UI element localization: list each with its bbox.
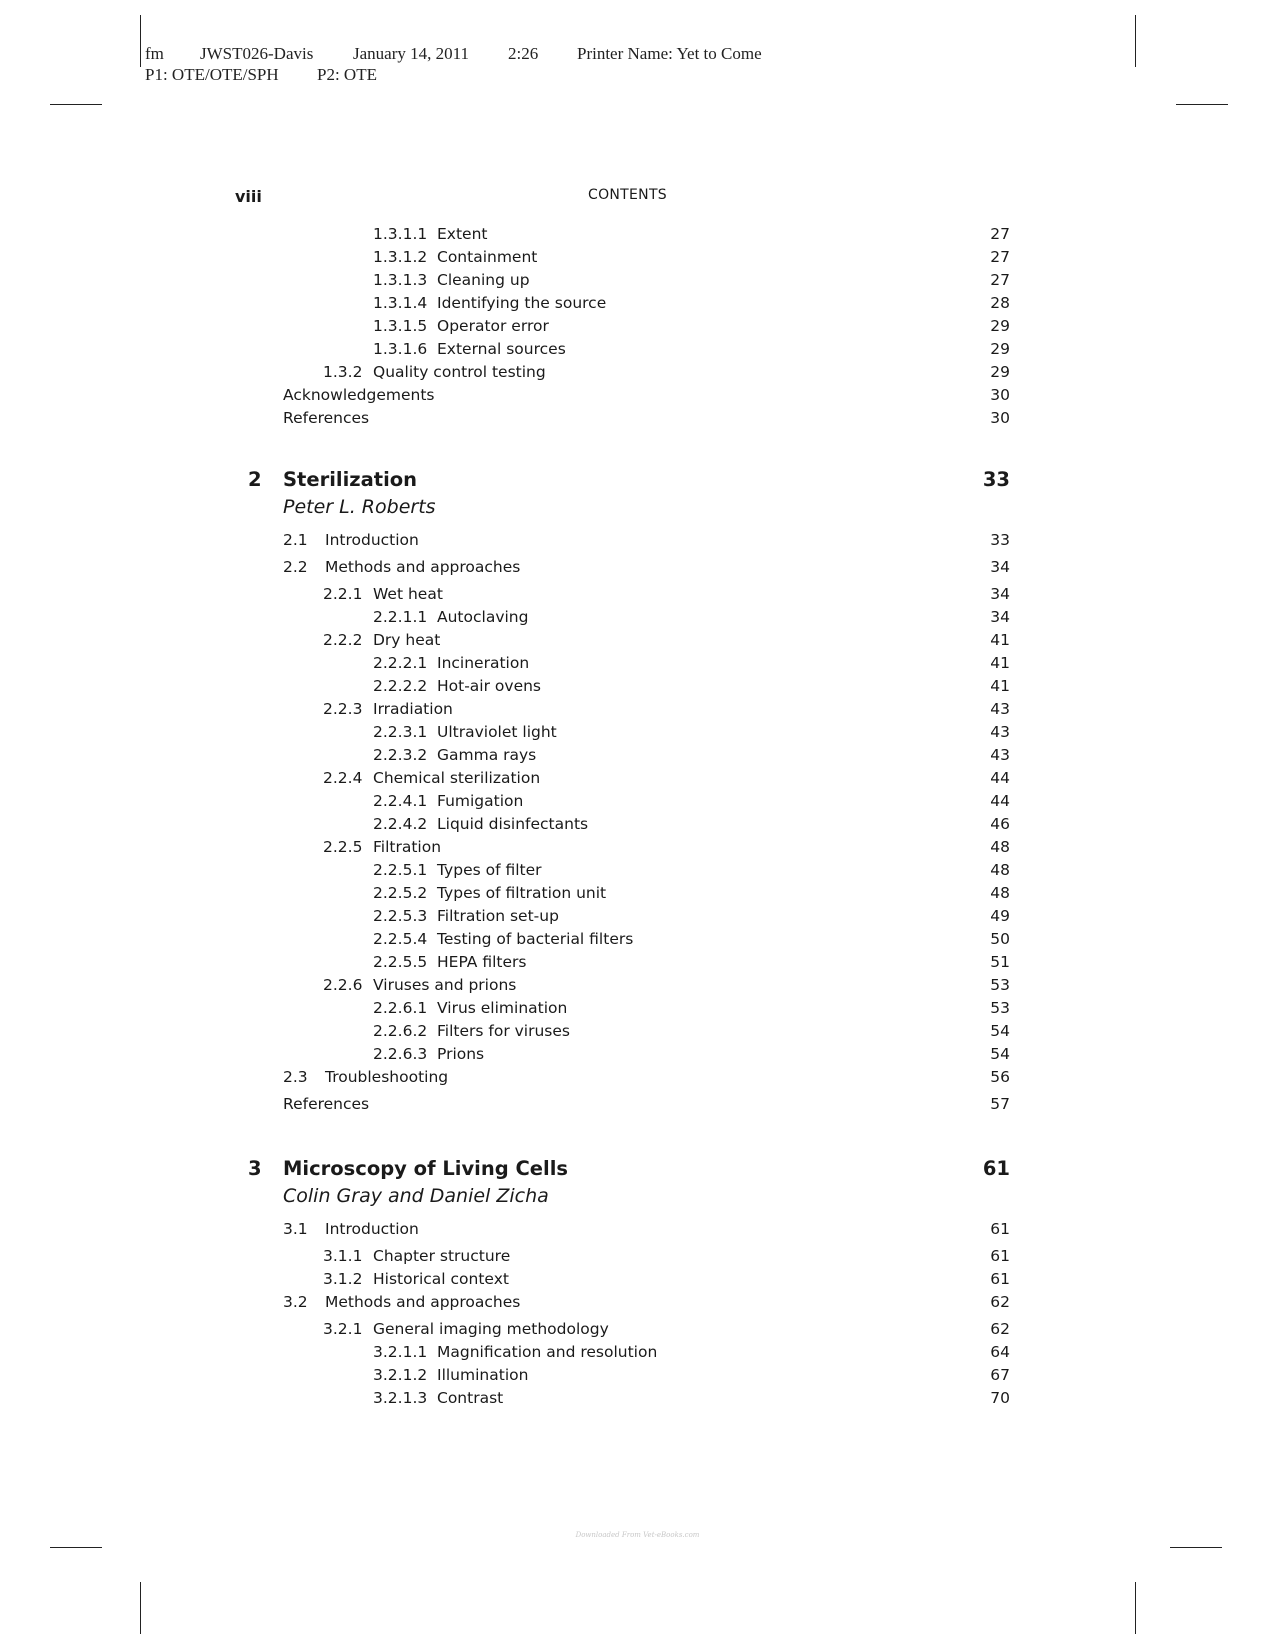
toc-entry-number: 3.2	[283, 1293, 308, 1311]
toc-page-number: 34	[990, 585, 1010, 603]
toc-entry[interactable]	[0, 1218, 1275, 1240]
toc-entry-title: References	[283, 409, 370, 427]
toc-entry[interactable]	[0, 292, 1275, 314]
slug-p1: P1: OTE/OTE/SPH	[145, 65, 279, 84]
toc-page-number: 54	[990, 1045, 1010, 1063]
toc-entry-title: Historical context	[373, 1270, 509, 1288]
toc-entry-title: Incineration	[437, 654, 530, 672]
crop-mark-bottom-left-horizontal	[50, 1547, 102, 1548]
toc-entry-number: 2.2.5.4	[373, 930, 428, 948]
toc-entry-number: 2.2.2	[323, 631, 363, 649]
crop-mark-bottom-right-horizontal	[1170, 1547, 1222, 1548]
toc-page-number: 33	[990, 531, 1010, 549]
toc-entry[interactable]	[0, 836, 1275, 858]
toc-page-number: 61	[990, 1270, 1010, 1288]
toc-entry-title: Testing of bacterial filters	[437, 930, 634, 948]
toc-entry[interactable]	[0, 744, 1275, 766]
toc-page-number: 28	[990, 294, 1010, 312]
toc-entry-number: 2.2.6.2	[373, 1022, 428, 1040]
toc-entry-title: Types of filter	[437, 861, 542, 879]
toc-entry-number: 2.3	[283, 1068, 308, 1086]
toc-page-number: 61	[990, 1247, 1010, 1265]
toc-entry-title: Prions	[437, 1045, 485, 1063]
toc-page-number: 61	[982, 1157, 1010, 1180]
chapter-author: Peter L. Roberts	[283, 496, 436, 518]
running-head-title: CONTENTS	[588, 187, 667, 203]
toc-entry-title: Operator error	[437, 317, 549, 335]
slug-time: 2:26	[508, 44, 539, 63]
toc-entry-title: Methods and approaches	[325, 558, 521, 576]
toc-entry[interactable]	[0, 1043, 1275, 1065]
toc-page-number: 43	[990, 746, 1010, 764]
toc-page-number: 30	[990, 386, 1010, 404]
toc-entry[interactable]	[0, 974, 1275, 996]
toc-page-number: 29	[990, 317, 1010, 335]
toc-page-number: 41	[990, 631, 1010, 649]
toc-entry-title: Chapter structure	[373, 1247, 511, 1265]
toc-page-number: 34	[990, 558, 1010, 576]
toc-entry-title: Magnification and resolution	[437, 1343, 658, 1361]
toc-entry-number: 2.2.1.1	[373, 608, 428, 626]
toc-entry-number: 2.2.6	[323, 976, 363, 994]
toc-entry-number: 1.3.2	[323, 363, 363, 381]
toc-page-number: 51	[990, 953, 1010, 971]
toc-page-number: 44	[990, 792, 1010, 810]
toc-entry-number: 2.1	[283, 531, 308, 549]
toc-entry-title: Autoclaving	[437, 608, 529, 626]
crop-mark-top-right-horizontal	[1176, 104, 1228, 105]
toc-entry[interactable]	[0, 1387, 1275, 1409]
toc-entry-number: 2.2.5.2	[373, 884, 428, 902]
toc-entry-title: Acknowledgements	[283, 386, 435, 404]
toc-entry[interactable]	[0, 721, 1275, 743]
toc-page-number: 27	[990, 248, 1010, 266]
toc-entry[interactable]	[0, 407, 1275, 429]
toc-entry[interactable]	[0, 1093, 1275, 1115]
toc-entry-number: 2.2.5.1	[373, 861, 428, 879]
toc-page-number: 67	[990, 1366, 1010, 1384]
toc-entry-number: 3.2.1.1	[373, 1343, 428, 1361]
toc-page-number: 29	[990, 363, 1010, 381]
toc-entry[interactable]	[0, 859, 1275, 881]
toc-entry-number: 2.2.2.1	[373, 654, 428, 672]
toc-entry-title: Liquid disinfectants	[437, 815, 589, 833]
toc-entry[interactable]	[0, 997, 1275, 1019]
toc-entry-title: Hot-air ovens	[437, 677, 542, 695]
slug-printer-name: Printer Name: Yet to Come	[577, 44, 762, 63]
toc-page-number: 48	[990, 838, 1010, 856]
toc-entry[interactable]	[0, 338, 1275, 360]
toc-chapter-heading[interactable]	[0, 1158, 1275, 1180]
toc-entry-number: 3	[248, 1157, 262, 1180]
toc-page-number: 49	[990, 907, 1010, 925]
toc-page-number: 27	[990, 225, 1010, 243]
watermark: Downloaded From Vet-eBooks.com	[575, 1531, 700, 1539]
toc-entry-title: Viruses and prions	[373, 976, 517, 994]
toc-entry-number: 2.2.4.2	[373, 815, 428, 833]
toc-entry[interactable]	[0, 1364, 1275, 1386]
toc-entry-number: 1.3.1.2	[373, 248, 428, 266]
toc-entry-number: 3.1.2	[323, 1270, 363, 1288]
toc-entry-number: 2.2.3.2	[373, 746, 428, 764]
toc-entry[interactable]	[0, 951, 1275, 973]
toc-entry-number: 2.2.4.1	[373, 792, 428, 810]
crop-mark-top-right-vertical	[1135, 15, 1136, 67]
toc-page-number: 44	[990, 769, 1010, 787]
toc-entry-number: 1.3.1.6	[373, 340, 428, 358]
toc-chapter-heading[interactable]	[0, 469, 1275, 491]
toc-entry-number: 2	[248, 468, 262, 491]
toc-entry-title: Quality control testing	[373, 363, 546, 381]
toc-page-number: 27	[990, 271, 1010, 289]
crop-mark-bottom-left-vertical	[140, 1582, 141, 1634]
toc-page-number: 33	[982, 468, 1010, 491]
toc-entry-number: 3.2.1.3	[373, 1389, 428, 1407]
toc-entry[interactable]	[0, 1066, 1275, 1088]
toc-entry[interactable]	[0, 1268, 1275, 1290]
toc-entry-number: 3.1	[283, 1220, 308, 1238]
toc-entry[interactable]	[0, 1318, 1275, 1340]
crop-mark-bottom-right-vertical	[1135, 1582, 1136, 1634]
toc-entry-number: 3.2.1	[323, 1320, 363, 1338]
toc-entry-number: 2.2.3.1	[373, 723, 428, 741]
toc-entry[interactable]	[0, 928, 1275, 950]
toc-entry-number: 2.2.3	[323, 700, 363, 718]
toc-entry-title: Dry heat	[373, 631, 441, 649]
toc-page-number: 57	[990, 1095, 1010, 1113]
toc-page-number: 34	[990, 608, 1010, 626]
toc-entry-title: Methods and approaches	[325, 1293, 521, 1311]
toc-page-number: 50	[990, 930, 1010, 948]
toc-entry[interactable]	[0, 223, 1275, 245]
toc-entry[interactable]	[0, 652, 1275, 674]
printer-slug-line-1	[145, 44, 845, 64]
toc-entry-number: 2.2.4	[323, 769, 363, 787]
toc-page-number: 64	[990, 1343, 1010, 1361]
toc-entry-title: Chemical sterilization	[373, 769, 541, 787]
toc-page-number: 41	[990, 654, 1010, 672]
toc-entry-title: HEPA filters	[437, 953, 527, 971]
toc-entry[interactable]	[0, 529, 1275, 551]
toc-entry-number: 2.2.5	[323, 838, 363, 856]
page-folio: viii	[235, 187, 262, 206]
toc-page-number: 48	[990, 884, 1010, 902]
crop-mark-top-left-vertical	[140, 15, 141, 67]
toc-entry-number: 2.2.5.5	[373, 953, 428, 971]
toc-entry[interactable]	[0, 698, 1275, 720]
toc-page-number: 29	[990, 340, 1010, 358]
toc-page-number: 53	[990, 976, 1010, 994]
toc-entry[interactable]	[0, 384, 1275, 406]
toc-entry[interactable]	[0, 246, 1275, 268]
toc-entry-number: 2.2	[283, 558, 308, 576]
toc-page-number: 48	[990, 861, 1010, 879]
toc-page-number: 70	[990, 1389, 1010, 1407]
toc-entry[interactable]	[0, 813, 1275, 835]
toc-entry-number: 2.2.2.2	[373, 677, 428, 695]
toc-page-number: 62	[990, 1293, 1010, 1311]
toc-entry-title: Containment	[437, 248, 538, 266]
crop-mark-top-left-horizontal	[50, 104, 102, 105]
toc-entry-title: Introduction	[325, 531, 419, 549]
toc-entry-title: Ultraviolet light	[437, 723, 557, 741]
toc-entry-title: Filtration set-up	[437, 907, 559, 925]
toc-entry[interactable]	[0, 606, 1275, 628]
toc-entry[interactable]	[0, 1245, 1275, 1267]
toc-page-number: 61	[990, 1220, 1010, 1238]
toc-entry-number: 1.3.1.3	[373, 271, 428, 289]
toc-entry-title: Cleaning up	[437, 271, 530, 289]
slug-p2: P2: OTE	[317, 65, 377, 84]
toc-entry-number: 2.2.6.3	[373, 1045, 428, 1063]
toc-entry-number: 1.3.1.5	[373, 317, 428, 335]
toc-entry-number: 3.2.1.2	[373, 1366, 428, 1384]
toc-entry[interactable]	[0, 556, 1275, 578]
toc-entry[interactable]	[0, 767, 1275, 789]
toc-entry-title: References	[283, 1095, 370, 1113]
toc-entry-title: Extent	[437, 225, 488, 243]
toc-entry-title: Introduction	[325, 1220, 419, 1238]
slug-job-id: JWST026-Davis	[200, 44, 314, 63]
toc-entry[interactable]	[0, 905, 1275, 927]
toc-entry[interactable]	[0, 315, 1275, 337]
toc-entry-number: 1.3.1.4	[373, 294, 428, 312]
toc-entry[interactable]	[0, 790, 1275, 812]
toc-entry-title: Wet heat	[373, 585, 443, 603]
toc-page-number: 62	[990, 1320, 1010, 1338]
toc-entry[interactable]	[0, 629, 1275, 651]
toc-entry-title: Types of filtration unit	[437, 884, 607, 902]
slug-file-code: fm	[145, 44, 164, 63]
toc-entry-title: General imaging methodology	[373, 1320, 609, 1338]
toc-page-number: 56	[990, 1068, 1010, 1086]
toc-page-number: 43	[990, 700, 1010, 718]
toc-entry-title: Contrast	[437, 1389, 504, 1407]
toc-entry-title: Troubleshooting	[325, 1068, 449, 1086]
toc-page-number: 54	[990, 1022, 1010, 1040]
toc-entry-title: Identifying the source	[437, 294, 607, 312]
toc-entry-number: 2.2.5.3	[373, 907, 428, 925]
toc-entry[interactable]	[0, 1020, 1275, 1042]
chapter-title: Microscopy of Living Cells	[283, 1157, 568, 1180]
toc-entry[interactable]	[0, 1341, 1275, 1363]
toc-entry-title: External sources	[437, 340, 566, 358]
toc-page-number: 43	[990, 723, 1010, 741]
chapter-title: Sterilization	[283, 468, 418, 491]
toc-entry-title: Filtration	[373, 838, 442, 856]
toc-entry[interactable]	[0, 882, 1275, 904]
toc-page-number: 46	[990, 815, 1010, 833]
toc-entry[interactable]	[0, 583, 1275, 605]
toc-entry-title: Filters for viruses	[437, 1022, 570, 1040]
toc-entry[interactable]	[0, 269, 1275, 291]
toc-entry[interactable]	[0, 361, 1275, 383]
toc-page-number: 53	[990, 999, 1010, 1017]
toc-entry-title: Illumination	[437, 1366, 529, 1384]
toc-entry-title: Fumigation	[437, 792, 524, 810]
chapter-author: Colin Gray and Daniel Zicha	[283, 1185, 549, 1207]
toc-entry-number: 3.1.1	[323, 1247, 363, 1265]
toc-entry-title: Virus elimination	[437, 999, 568, 1017]
toc-page-number: 30	[990, 409, 1010, 427]
toc-entry-number: 2.2.1	[323, 585, 363, 603]
toc-entry-number: 1.3.1.1	[373, 225, 428, 243]
toc-entry[interactable]	[0, 675, 1275, 697]
toc-entry[interactable]	[0, 1291, 1275, 1313]
toc-entry-title: Irradiation	[373, 700, 453, 718]
toc-entry-number: 2.2.6.1	[373, 999, 428, 1017]
toc-page-number: 41	[990, 677, 1010, 695]
printer-slug-line-2	[145, 65, 545, 85]
slug-date: January 14, 2011	[353, 44, 469, 63]
toc-entry-title: Gamma rays	[437, 746, 537, 764]
